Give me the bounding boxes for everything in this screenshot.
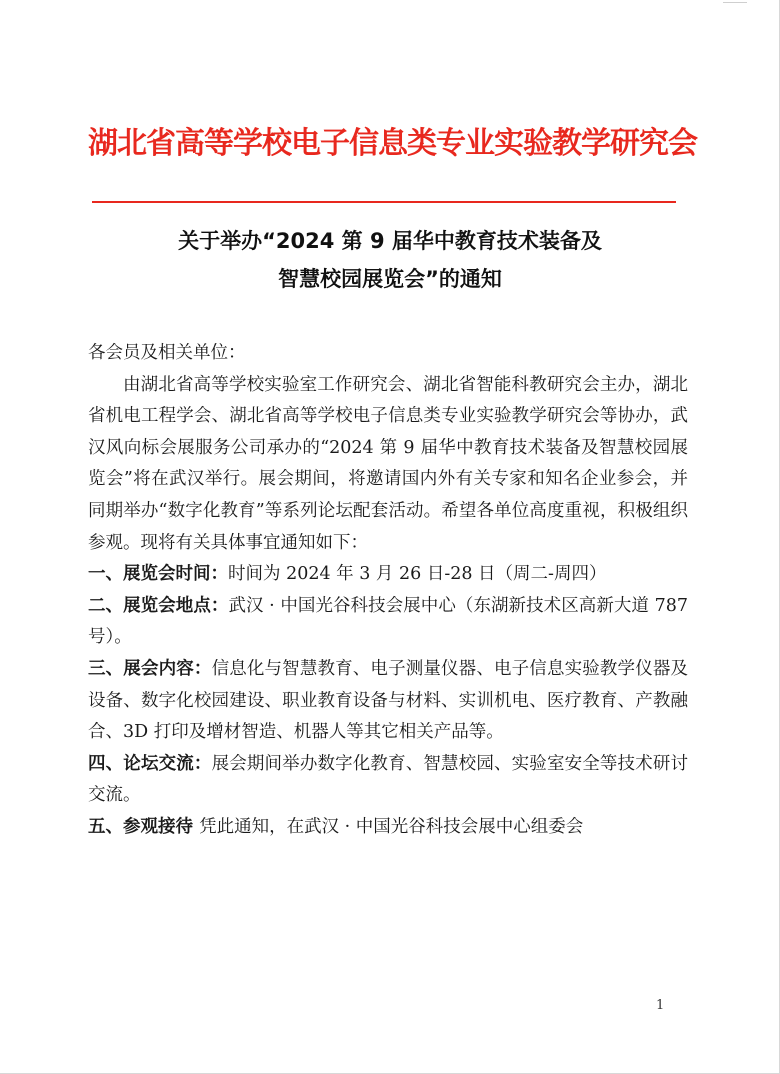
item-text: 信息化与智慧教育、电子测量仪器、电子信息实验教学仪器及设备、数字化校园建设、职业教育设备与材料、实训机电、医疗教育、产教融合、3D 打印及增材智造、机器人等其它相关产品等。 [88, 658, 688, 743]
notice-body [88, 338, 688, 844]
item-text: 武汉 · 中国光谷科技会展中心（东湖新技术区高新大道 787 号）。 [88, 595, 688, 648]
page-number: 1 [656, 998, 665, 1013]
item-exhibition-venue [88, 591, 688, 654]
item-label: 二、展览会地点： [88, 595, 229, 616]
scan-corner-mark [723, 0, 747, 3]
item-visit-reception [88, 812, 688, 844]
item-label: 四、论坛交流： [88, 753, 212, 774]
item-text: 展会期间举办数字化教育、智慧校园、实验室安全等技术研讨交流。 [88, 753, 688, 806]
item-label: 三、展会内容： [88, 658, 212, 679]
item-exhibition-time [88, 559, 688, 591]
notice-title-line-1: 关于举办“2024 第 9 届华中教育技术装备及 [178, 229, 602, 253]
letterhead-divider [92, 201, 676, 203]
organization-letterhead: 湖北省高等学校电子信息类专业实验教学研究会 [88, 126, 697, 161]
item-label: 五、参观接待 [88, 816, 200, 837]
item-text: 凭此通知，在武汉 · 中国光谷科技会展中心组委会 [199, 816, 584, 837]
salutation: 各会员及相关单位： [88, 343, 246, 363]
notice-title-line-2: 智慧校园展览会”的通知 [278, 267, 502, 291]
item-exhibition-content [88, 654, 688, 749]
item-label: 一、展览会时间： [88, 564, 228, 585]
intro-paragraph: 由湖北省高等学校实验室工作研究会、湖北省智能科教研究会主办，湖北省机电工程学会、湖北省高等学校电子信息类专业实验教学研究会等协办，武汉风向标会展服务公司承办的“2024 第 9 届华中教育技术装备及智慧校园展览会”将在武汉举行。展会期间，将邀请国内外有关专家和知名企业参会，并同期举办“数字化教育”等系列论坛配套活动。希望各单位高度重视，积极组织参观。现将有关具体事宜通知如下： [88, 374, 688, 553]
item-forum-exchange [88, 749, 688, 812]
item-text: 时间为 2024 年 3 月 26 日-28 日（周二-周四） [228, 564, 607, 585]
